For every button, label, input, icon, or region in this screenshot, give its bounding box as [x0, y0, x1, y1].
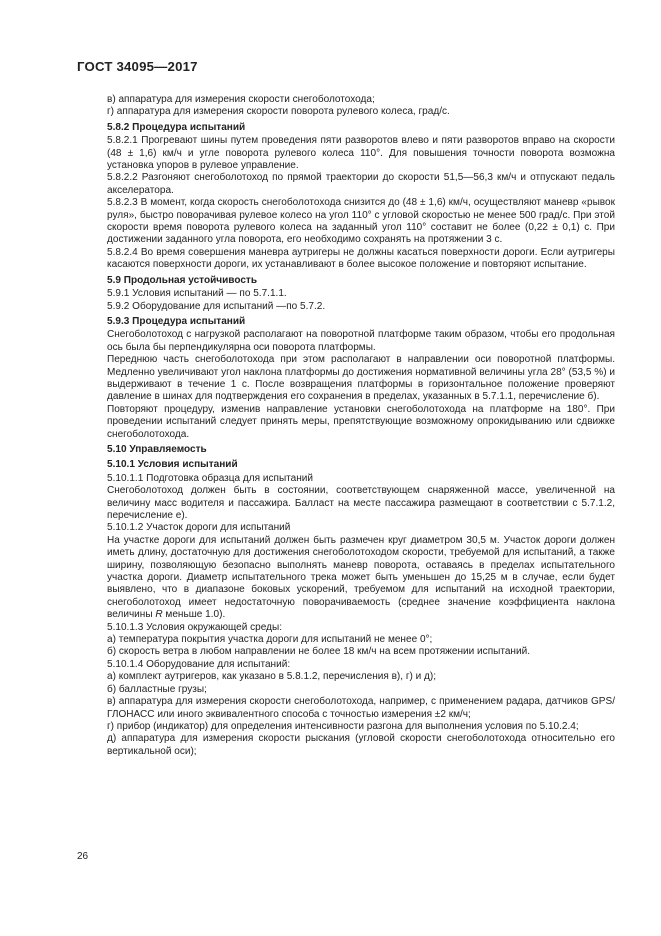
paragraph-5-10-1-2: 5.10.1.2 Участок дороги для испытаний — [107, 522, 291, 534]
paragraph: Повторяют процедуру, изменив направление установки снегоболотохода на платформе на 180°. При проведении испытаний следует принять меры, препятствующие возможному опрокидыванию или сдвижке снегоболотохода. — [107, 403, 615, 440]
section-heading-5-9: 5.9 Продольная устойчивость — [107, 274, 258, 286]
page-header-title: ГОСТ 34095—2017 — [77, 59, 198, 74]
list-item: а) комплект аутригеров, как указано в 5.8.1.2, перечисления в), г) и д); — [107, 671, 437, 683]
list-item: г) прибор (индикатор) для определения интенсивности разгона для выполнения условия по 5.10.2.4; — [107, 720, 579, 732]
paragraph-5-8-2-2: 5.8.2.2 Разгоняют снегоболотоход по прямой траектории до скорости 51,5—56,3 км/ч и отпускают педаль акселератора. — [107, 172, 615, 196]
list-item: а) температура покрытия участка дороги для испытаний не менее 0°; — [107, 634, 433, 646]
paragraph — [107, 535, 615, 622]
paragraph: Снегоболотоход с нагрузкой располагают на поворотной платформе таким образом, чтобы его продольная ось была бы перпендикулярна оси поворота платформы. — [107, 329, 615, 353]
paragraph-5-9-1: 5.9.1 Условия испытаний — по 5.7.1.1. — [107, 288, 287, 300]
list-item: д) аппаратура для измерения скорости рыскания (угловой скорости снегоболотохода относительно его вертикальной оси); — [107, 733, 615, 757]
list-item: в) аппаратура для измерения скорости снегоболотохода, например, с применением радара, датчиков GPS/ГЛОНАСС или иного эквивалентного способа с точностью измерения ±2 км/ч; — [107, 696, 615, 720]
paragraph-5-8-2-1: 5.8.2.1 Прогревают шины путем проведения пяти разворотов влево и пяти разворотов вправо на скорости (48 ± 1,6) км/ч и угле поворота рулевого колеса 110°. Для повышения точности поворота возможна установка упоров в рулевое управление. — [107, 135, 615, 172]
paragraph-5-8-2-4: 5.8.2.4 Во время совершения маневра аутригеры не должны касаться поверхности дороги. Если аутригеры касаются поверхности дороги, их устанавливают в более высокое положение и повторяют испытание. — [107, 246, 615, 271]
list-item: в) аппаратура для измерения скорости снегоболотохода; — [107, 94, 375, 105]
list-item: б) балластные грузы; — [107, 683, 207, 695]
section-heading-5-10-1: 5.10.1 Условия испытаний — [107, 459, 238, 471]
paragraph-5-10-1-4: 5.10.1.4 Оборудование для испытаний: — [107, 658, 291, 670]
section-heading-5-9-3: 5.9.3 Процедура испытаний — [107, 315, 246, 327]
paragraph-5-10-1-3: 5.10.1.3 Условия окружающей среды: — [107, 621, 283, 633]
paragraph-text-end: меньше 1.0). — [162, 609, 226, 621]
variable-r: R — [155, 609, 163, 621]
paragraph-5-8-2-3: 5.8.2.3 В момент, когда скорость снегоболотохода снизится до (48 ± 1,6) км/ч, осуществляют маневр «рывок руля», быстро поворачивая рулевое колесо на угол 110° с угловой скоростью не менее 500 град/с. При этой скорости время поворота рулевого колеса на заданный угол 110° составит не более (0,22 ± 0,1) с. При достижении заданного угла поворота, его необходимо сохранять на протяжении 3 с. — [107, 197, 615, 246]
list-item: г) аппаратура для измерения скорости поворота рулевого колеса, град/с. — [107, 106, 450, 118]
paragraph-5-10-1-1: 5.10.1.1 Подготовка образца для испытаний — [107, 472, 314, 484]
section-heading-5-8-2: 5.8.2 Процедура испытаний — [107, 121, 246, 133]
document-body — [107, 94, 615, 758]
paragraph-text: На участке дороги для испытаний должен быть размечен круг диаметром 30,5 м. Участок дороги должен иметь длину, достаточную для достижения снегоболотоходом скорости, требуемой для испытаний, а также ширину, позволяющую безопасно выполнять маневр поворота, оставаясь в пределах испытательного участка дороги. Диаметр испытательного трека может быть уменьшен до 15,25 м в случае, если будет выявлено, что в диапазоне боковых ускорений, требуемом для испытаний на исходной траектории, снегоболотоход имеет недостаточную поворачиваемость (среднее значение коэффициента наклона величины — [107, 534, 615, 621]
list-item: б) скорость ветра в любом направлении не более 18 км/ч на всем протяжении испытаний. — [107, 646, 530, 658]
paragraph-5-9-2: 5.9.2 Оборудование для испытаний —по 5.7.2. — [107, 300, 326, 312]
paragraph: Переднюю часть снегоболотохода при этом располагают в направлении оси поворотной платформы. Медленно увеличивают угол наклона платформы до достижения нормативной величины угла 28° (53,5 %) и выдерживают в течение 1 с. После возвращения платформы в горизонтальное положение проверяют давление в шинах для подтверждения его сохранения в пределах, указанных в 5.7.1.1, перечисление б). — [107, 354, 615, 403]
page-number: 26 — [77, 851, 89, 862]
section-heading-5-10: 5.10 Управляемость — [107, 443, 207, 455]
paragraph: Снегоболотоход должен быть в состоянии, соответствующем снаряженной массе, увеличенной на величину масс водителя и пассажира. Балласт на месте пассажира размещают в соответствии с 5.7.1.2, перечисление е). — [107, 485, 615, 521]
